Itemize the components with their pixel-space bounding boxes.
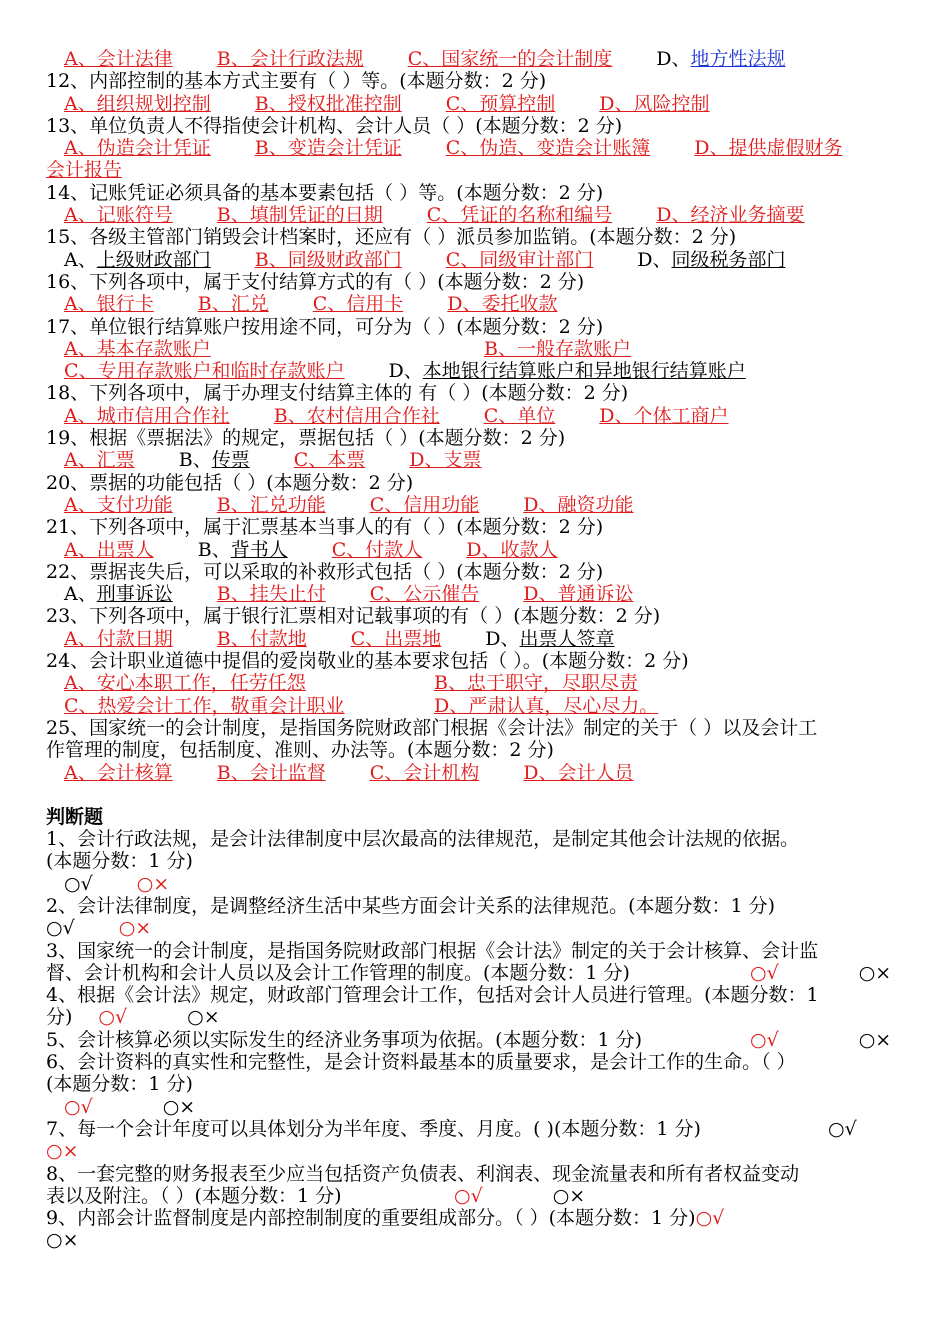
q12-options — [46, 93, 912, 115]
q21-options — [46, 539, 912, 561]
q23-text: 23、下列各项中，属于银行汇票相对记载事项的有（ ）(本题分数：2 分) — [46, 605, 661, 628]
j1-text-line2: (本题分数：1 分) — [46, 850, 193, 873]
q19-text: 19、根据《票据法》的规定，票据包括（ ）(本题分数：2 分) — [46, 427, 566, 450]
q20-options — [46, 494, 912, 516]
q21-option-b: 背书人 — [230, 538, 288, 561]
q16-option-a: A、银行卡 — [64, 293, 154, 316]
q25-option-d: D、会计人员 — [523, 761, 634, 784]
q20-text: 20、票据的功能包括（ ）(本题分数：2 分) — [46, 471, 414, 494]
q25-option-b: B、会计监督 — [216, 761, 326, 784]
j5-true-radio[interactable]: ○√ — [750, 1028, 779, 1051]
j8-false-radio[interactable]: ○× — [552, 1184, 586, 1207]
q17-option-c: C、专用存款账户和临时存款账户 — [64, 360, 345, 383]
q17-options-row1 — [46, 338, 912, 360]
q24-option-c: C、热爱会计工作，敬重会计职业 — [64, 694, 345, 717]
j7-false-radio[interactable]: ○× — [46, 1140, 79, 1163]
j3-text-line1: 3、国家统一的会计制度，是指国务院财政部门根据《会计法》制定的关于会计核算、会计监 — [46, 939, 819, 962]
section-heading-judgement: 判断题 — [46, 805, 104, 828]
q17-option-a: A、基本存款账户 — [64, 337, 211, 360]
j3-line2 — [46, 962, 912, 984]
q13-option-c: C、伪造、变造会计账簿 — [445, 137, 651, 160]
q15-options — [46, 249, 912, 271]
q18-options — [46, 405, 912, 427]
j5-line — [46, 1029, 912, 1051]
q11-option-a: A、会计法律 — [64, 48, 173, 70]
j4-text-line1: 4、根据《会计法》规定，财政部门管理会计工作，包括对会计人员进行管理。(本题分数：1 — [46, 984, 819, 1007]
q19-option-d: D、支票 — [409, 449, 482, 472]
j3-false-radio[interactable]: ○× — [858, 961, 892, 984]
q16-option-b: B、汇兑 — [197, 293, 269, 316]
j6-text-line1: 6、会计资料的真实性和完整性，是会计资料最基本的质量要求，是会计工作的生命。（ ） — [46, 1051, 796, 1074]
q24-options-row1 — [46, 672, 912, 694]
q15-option-a-prefix: A、 — [64, 248, 97, 271]
q23-option-a: A、付款日期 — [64, 627, 173, 650]
q24-text: 24、会计职业道德中提倡的爱岗敬业的基本要求包括（ ）。(本题分数：2 分) — [46, 650, 689, 673]
j5-text: 5、会计核算必须以实际发生的经济业务事项为依据。(本题分数：1 分) — [46, 1028, 643, 1051]
j1-false-radio[interactable]: ○× — [136, 872, 170, 895]
q16-option-d: D、委托收款 — [447, 293, 558, 316]
q25-option-c: C、会计机构 — [369, 761, 480, 784]
q17-option-b: B、一般存款账户 — [484, 337, 631, 360]
j6-true-radio[interactable]: ○√ — [64, 1095, 93, 1118]
q25-text-line2: 作管理的制度，包括制度、准则、办法等。(本题分数：2 分) — [46, 739, 554, 762]
j2-true-radio[interactable]: ○√ — [46, 917, 75, 940]
q13-option-d-cont — [46, 159, 912, 181]
j4-text-line2: 分) — [46, 1006, 73, 1029]
q21-option-b-prefix: B、 — [197, 538, 231, 561]
q18-option-c: C、单位 — [483, 404, 556, 427]
q11-option-d-link[interactable]: 地方性法规 — [690, 48, 786, 70]
q23-option-b: B、付款地 — [216, 627, 307, 650]
q16-option-c: C、信用卡 — [312, 293, 404, 316]
q22-option-d: D、普通诉讼 — [523, 583, 634, 606]
q21-option-a: A、出票人 — [64, 538, 154, 561]
q12-text: 12、内部控制的基本方式主要有（ ）等。(本题分数：2 分) — [46, 70, 547, 93]
q15-option-c: C、同级审计部门 — [445, 248, 594, 271]
q14-option-c: C、凭证的名称和编号 — [426, 204, 613, 227]
j1-options — [46, 873, 912, 895]
j6-false-radio[interactable]: ○× — [162, 1095, 196, 1118]
q21-option-c: C、付款人 — [331, 538, 423, 561]
document-page — [46, 48, 912, 1252]
q22-option-a-prefix: A、 — [64, 583, 97, 606]
q17-option-d-prefix: D、 — [388, 360, 423, 383]
q15-option-a: 上级财政部门 — [96, 248, 211, 271]
q20-option-c: C、信用功能 — [369, 493, 480, 516]
q17-option-d: 本地银行结算账户和异地银行结算账户 — [422, 360, 746, 383]
j8-line2 — [46, 1185, 912, 1207]
j6-options — [46, 1096, 912, 1118]
q14-option-b: B、填制凭证的日期 — [216, 204, 383, 227]
j9-true-radio[interactable]: ○√ — [695, 1207, 725, 1230]
j7-true-radio[interactable]: ○√ — [828, 1117, 857, 1140]
q25-text-line1: 25、国家统一的会计制度，是指国务院财政部门根据《会计法》制定的关于（ ）以及会计工 — [46, 716, 818, 739]
q13-options — [46, 137, 912, 159]
q21-option-d: D、收款人 — [466, 538, 558, 561]
q20-option-d: D、融资功能 — [523, 493, 634, 516]
j8-text-line1: 8、一套完整的财务报表至少应当包括资产负债表、利润表、现金流量表和所有者权益变动 — [46, 1162, 800, 1185]
q16-options — [46, 293, 912, 315]
j8-true-radio[interactable]: ○√ — [454, 1184, 483, 1207]
q25-option-a: A、会计核算 — [64, 761, 173, 784]
j9-text: 9、内部会计监督制度是内部控制制度的重要组成部分。（ ）(本题分数：1 分) — [46, 1207, 696, 1230]
q20-option-a: A、支付功能 — [64, 493, 173, 516]
j9-false-radio[interactable]: ○× — [46, 1229, 79, 1252]
q18-text: 18、下列各项中，属于办理支付结算主体的 有（ ）(本题分数：2 分) — [46, 382, 629, 405]
q15-option-b: B、同级财政部门 — [254, 248, 402, 271]
q24-option-d: D、严肃认真，尽心尽力。 — [434, 694, 659, 717]
q25-options — [46, 762, 912, 784]
q12-option-c: C、预算控制 — [445, 92, 556, 115]
q22-options — [46, 583, 912, 605]
j3-text-line2: 督、会计机构和会计人员以及会计工作管理的制度。(本题分数：1 分) — [46, 961, 630, 984]
q15-option-d: 同级税务部门 — [671, 248, 786, 271]
q19-option-b-prefix: B、 — [178, 449, 212, 472]
j4-false-radio[interactable]: ○× — [187, 1006, 220, 1029]
q17-text: 17、单位银行结算账户按用途不同，可分为（ ）(本题分数：2 分) — [46, 315, 604, 338]
q19-options — [46, 449, 912, 471]
q19-option-a: A、汇票 — [64, 449, 135, 472]
j3-true-radio[interactable]: ○√ — [750, 961, 779, 984]
q24-option-b: B、忠于职守，尽职尽责 — [434, 672, 638, 695]
q14-text: 14、记账凭证必须具备的基本要素包括（ ）等。(本题分数：2 分) — [46, 181, 604, 204]
j9-line — [46, 1207, 912, 1229]
q17-options-row2 — [46, 360, 912, 382]
j7-options-cont — [46, 1140, 912, 1162]
q11-option-d-prefix: D、 — [656, 48, 691, 70]
j2-false-radio[interactable]: ○× — [118, 917, 152, 940]
j9-options-cont — [46, 1229, 912, 1251]
q11-options — [46, 48, 912, 70]
q12-option-d: D、风险控制 — [599, 92, 710, 115]
q13-text: 13、单位负责人不得指使会计机构、会计人员（ ）(本题分数：2 分) — [46, 114, 623, 137]
q15-option-d-prefix: D、 — [637, 248, 672, 271]
q15-text: 15、各级主管部门销毁会计档案时，还应有（ ）派员参加监销。(本题分数：2 分) — [46, 226, 737, 249]
q12-option-b: B、授权批准控制 — [254, 92, 402, 115]
q20-option-b: B、汇兑功能 — [216, 493, 326, 516]
q21-text: 21、下列各项中，属于汇票基本当事人的有（ ）(本题分数：2 分) — [46, 516, 604, 539]
q11-option-c: C、国家统一的会计制度 — [407, 48, 613, 70]
q22-option-c: C、公示催告 — [369, 583, 480, 606]
j5-false-radio[interactable]: ○× — [858, 1028, 892, 1051]
j2-text: 2、会计法律制度，是调整经济生活中某些方面会计关系的法律规范。(本题分数：1 分) — [46, 894, 776, 917]
j1-true-radio[interactable]: ○√ — [64, 872, 93, 895]
q14-options — [46, 204, 912, 226]
q22-text: 22、票据丧失后，可以采取的补救形式包括（ ）(本题分数：2 分) — [46, 560, 604, 583]
q11-option-b: B、会计行政法规 — [216, 48, 364, 70]
q18-option-b: B、农村信用合作社 — [273, 404, 440, 427]
q19-option-c: C、本票 — [293, 449, 366, 472]
q24-options-row2 — [46, 695, 912, 717]
q14-option-a: A、记账符号 — [64, 204, 173, 227]
q13-option-d-cont-text: 会计报告 — [46, 159, 123, 182]
j2-options — [46, 917, 912, 939]
q23-option-d-prefix: D、 — [485, 627, 520, 650]
q24-option-a: A、安心本职工作，任劳任怨 — [64, 672, 306, 695]
j7-line — [46, 1118, 912, 1140]
q16-text: 16、下列各项中，属于支付结算方式的有（ ）(本题分数：2 分) — [46, 270, 585, 293]
j7-text: 7、每一个会计年度可以具体划分为半年度、季度、月度。( )(本题分数：1 分) — [46, 1117, 701, 1140]
q19-option-b: 传票 — [211, 449, 250, 472]
q18-option-a: A、城市信用合作社 — [64, 404, 230, 427]
j8-text-line2: 表以及附注。（ ）(本题分数：1 分) — [46, 1184, 342, 1207]
q13-option-d: D、提供虚假财务 — [694, 137, 843, 160]
q22-option-a: 刑事诉讼 — [96, 583, 173, 606]
j6-text-line2: (本题分数：1 分) — [46, 1073, 193, 1096]
j4-line2 — [46, 1006, 912, 1028]
q13-option-a: A、伪造会计凭证 — [64, 137, 211, 160]
q13-option-b: B、变造会计凭证 — [254, 137, 402, 160]
q23-option-d: 出票人签章 — [519, 627, 615, 650]
q23-option-c: C、出票地 — [350, 627, 442, 650]
q12-option-a: A、组织规划控制 — [64, 92, 211, 115]
q23-options — [46, 628, 912, 650]
q14-option-d: D、经济业务摘要 — [656, 204, 805, 227]
q18-option-d: D、个体工商户 — [599, 404, 729, 427]
j4-true-radio[interactable]: ○√ — [98, 1006, 128, 1029]
q22-option-b: B、挂失止付 — [216, 583, 326, 606]
j1-text-line1: 1、会计行政法规，是会计法律制度中层次最高的法律规范，是制定其他会计法规的依据。 — [46, 828, 800, 851]
